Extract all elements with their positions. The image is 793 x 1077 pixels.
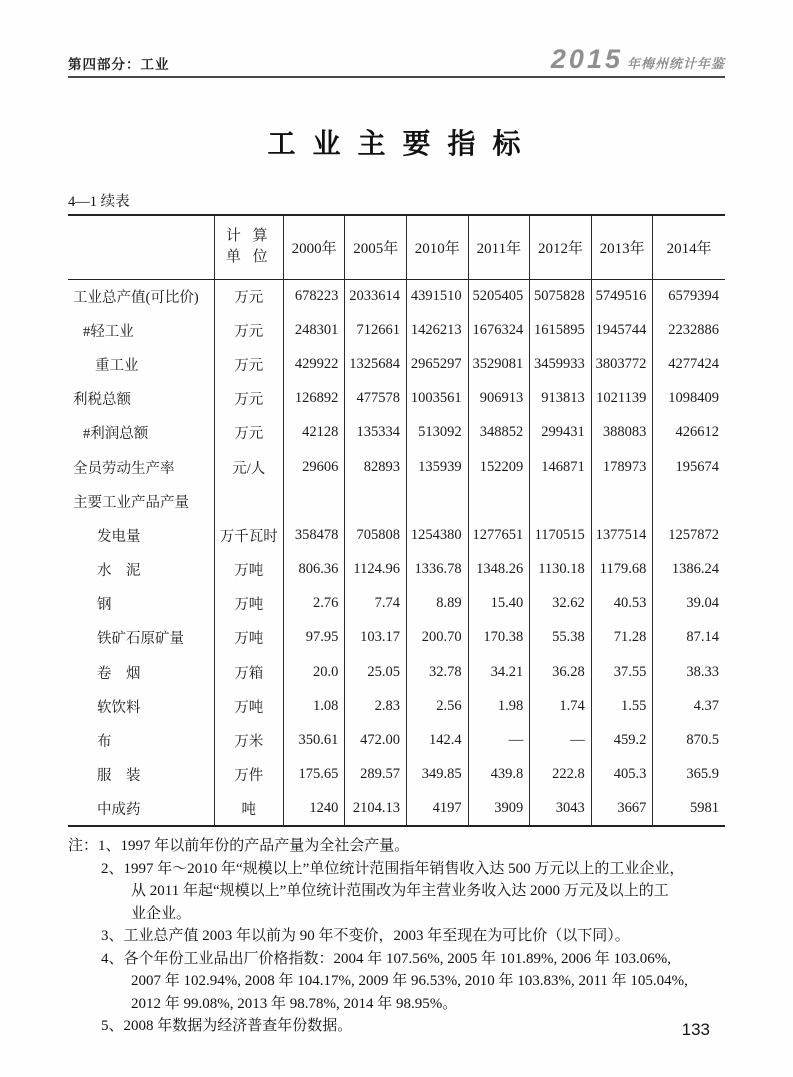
row-value: 1377514 xyxy=(591,518,653,552)
row-value: 39.04 xyxy=(653,587,725,621)
note-line: 5、2008 年数据为经济普查年份数据。 xyxy=(101,1018,353,1034)
table-row xyxy=(68,758,725,792)
unit-header-line: 计 算 xyxy=(225,228,272,245)
row-label: 铁矿石原矿量 xyxy=(97,631,184,648)
row-unit: 万箱 xyxy=(214,655,283,689)
row-value: 1021139 xyxy=(591,382,653,416)
row-value: 426612 xyxy=(653,416,725,450)
row-value: 365.9 xyxy=(653,758,725,792)
row-value: 4197 xyxy=(407,792,469,826)
row-value: 472.00 xyxy=(345,723,407,757)
row-value: 32.78 xyxy=(407,655,469,689)
row-value: 1.74 xyxy=(530,689,592,723)
row-label: 工业总产值(可比价) xyxy=(73,289,199,306)
note-line: 注：1、1997 年以前年份的产品产量为全社会产量。 xyxy=(68,838,410,854)
row-label: 主要工业产品产量 xyxy=(73,494,189,511)
row-value: 103.17 xyxy=(345,621,407,655)
row-value: 4391510 xyxy=(407,279,469,313)
table-row xyxy=(68,416,725,450)
row-unit: 万吨 xyxy=(214,587,283,621)
row-value: 248301 xyxy=(283,313,345,347)
table-row xyxy=(68,723,725,757)
row-value: 15.40 xyxy=(468,587,530,621)
row-value: 459.2 xyxy=(591,723,653,757)
row-value: 3043 xyxy=(530,792,592,826)
table-row xyxy=(68,347,725,381)
table-head-row xyxy=(68,215,725,279)
row-value: 34.21 xyxy=(468,655,530,689)
row-value: 1676324 xyxy=(468,313,530,347)
row-label: 中成药 xyxy=(97,801,141,818)
row-value: 1170515 xyxy=(530,518,592,552)
row-value: 1426213 xyxy=(407,313,469,347)
page-title: 工 业 主 要 指 标 xyxy=(267,129,526,160)
note-line: 业企业。 xyxy=(131,905,192,922)
row-unit: 万元 xyxy=(214,382,283,416)
row-value: 200.70 xyxy=(407,621,469,655)
row-value: 906913 xyxy=(468,382,530,416)
notes-block xyxy=(68,835,725,1038)
row-value: 87.14 xyxy=(653,621,725,655)
indicators-table xyxy=(68,214,725,827)
table-row xyxy=(68,587,725,621)
row-value: 142.4 xyxy=(407,723,469,757)
note-line: 4、各个年份工业品出厂价格指数：2004 年 107.56%, 2005 年 101.89%, 2006 年 103.06%, xyxy=(101,950,671,967)
page-number: 133 xyxy=(681,1020,710,1039)
row-value: 1386.24 xyxy=(653,553,725,587)
row-value: 5075828 xyxy=(530,279,592,313)
row-value: 5205405 xyxy=(468,279,530,313)
row-value: 1277651 xyxy=(468,518,530,552)
row-value xyxy=(530,484,592,518)
row-value: 40.53 xyxy=(591,587,653,621)
row-label: 利税总额 xyxy=(73,392,131,409)
row-value: 358478 xyxy=(283,518,345,552)
row-value: 913813 xyxy=(530,382,592,416)
row-value: 1179.68 xyxy=(591,553,653,587)
row-value: 3459933 xyxy=(530,347,592,381)
table-row xyxy=(68,792,725,826)
row-value: 2.76 xyxy=(283,587,345,621)
row-value: — xyxy=(530,723,592,757)
row-value: 135334 xyxy=(345,416,407,450)
row-value: 1240 xyxy=(283,792,345,826)
row-value: 42128 xyxy=(283,416,345,450)
row-value: 32.62 xyxy=(530,587,592,621)
row-unit: 万元 xyxy=(214,347,283,381)
row-value: 2232886 xyxy=(653,313,725,347)
row-unit: 万吨 xyxy=(214,621,283,655)
row-label: 卷 烟 xyxy=(97,665,141,682)
note-line: 从 2011 年起“规模以上”单位统计范围改为年主营业务收入达 2000 万元及以上的工 xyxy=(131,883,669,899)
table-row xyxy=(68,484,725,518)
year-column-header: 2014年 xyxy=(653,215,725,279)
row-value: 178973 xyxy=(591,450,653,484)
table-row xyxy=(68,655,725,689)
note-line: 2012 年 99.08%, 2013 年 98.78%, 2014 年 98.95%。 xyxy=(131,995,458,1012)
yearbook-year: 2015 xyxy=(550,44,623,74)
table-row xyxy=(68,279,725,313)
row-value: 350.61 xyxy=(283,723,345,757)
row-value xyxy=(653,484,725,518)
row-value: 170.38 xyxy=(468,621,530,655)
row-unit: 万件 xyxy=(214,758,283,792)
row-value: 175.65 xyxy=(283,758,345,792)
row-value: 1945744 xyxy=(591,313,653,347)
row-value: 71.28 xyxy=(591,621,653,655)
row-value: 2104.13 xyxy=(345,792,407,826)
row-value: 678223 xyxy=(283,279,345,313)
row-value: 222.8 xyxy=(530,758,592,792)
table-caption: 4—1 续表 xyxy=(68,194,130,210)
yearbook-logo xyxy=(551,46,725,73)
row-label: 软饮料 xyxy=(97,699,141,716)
row-label: 服 装 xyxy=(97,768,141,785)
row-value: 349.85 xyxy=(407,758,469,792)
note-line: 2、1997 年～2010 年“规模以上”单位统计范围指年销售收入达 500 万元以上的工业企业， xyxy=(101,860,685,877)
row-unit: 万元 xyxy=(214,416,283,450)
year-column-header: 2000年 xyxy=(283,215,345,279)
row-value xyxy=(591,484,653,518)
row-value: 146871 xyxy=(530,450,592,484)
row-label: 重工业 xyxy=(95,357,139,374)
row-value xyxy=(345,484,407,518)
row-value: 55.38 xyxy=(530,621,592,655)
row-label: 布 xyxy=(97,734,112,751)
year-column-header: 2012年 xyxy=(530,215,592,279)
year-column-header: 2010年 xyxy=(407,215,469,279)
row-value: 25.05 xyxy=(345,655,407,689)
row-unit: 万吨 xyxy=(214,553,283,587)
unit-column-header xyxy=(214,215,283,279)
row-value: 126892 xyxy=(283,382,345,416)
row-label: 水 泥 xyxy=(97,563,141,580)
row-label: 全员劳动生产率 xyxy=(73,460,175,477)
row-label: 发电量 xyxy=(97,528,141,545)
row-value: 1254380 xyxy=(407,518,469,552)
table-row xyxy=(68,689,725,723)
row-value: 348852 xyxy=(468,416,530,450)
row-value: 1348.26 xyxy=(468,553,530,587)
row-unit: 万吨 xyxy=(214,689,283,723)
row-value: 1124.96 xyxy=(345,553,407,587)
table-row xyxy=(68,382,725,416)
row-value: 299431 xyxy=(530,416,592,450)
year-column-header: 2005年 xyxy=(345,215,407,279)
row-value: 1325684 xyxy=(345,347,407,381)
row-value: 82893 xyxy=(345,450,407,484)
unit-header-line: 单 位 xyxy=(225,249,272,266)
row-value: 1098409 xyxy=(653,382,725,416)
row-value: 3529081 xyxy=(468,347,530,381)
row-value: 1615895 xyxy=(530,313,592,347)
table-row xyxy=(68,518,725,552)
row-value: 36.28 xyxy=(530,655,592,689)
row-value: 1.98 xyxy=(468,689,530,723)
row-value: 429922 xyxy=(283,347,345,381)
row-value: 4277424 xyxy=(653,347,725,381)
row-value: 8.89 xyxy=(407,587,469,621)
row-value: 6579394 xyxy=(653,279,725,313)
row-value: 405.3 xyxy=(591,758,653,792)
row-value xyxy=(407,484,469,518)
row-label: 钢 xyxy=(97,597,112,614)
row-value: 1336.78 xyxy=(407,553,469,587)
row-value: 4.37 xyxy=(653,689,725,723)
row-value: 3909 xyxy=(468,792,530,826)
row-value xyxy=(468,484,530,518)
row-value: 3803772 xyxy=(591,347,653,381)
table-row xyxy=(68,621,725,655)
row-value: 1257872 xyxy=(653,518,725,552)
row-value: 97.95 xyxy=(283,621,345,655)
row-value: 2.83 xyxy=(345,689,407,723)
row-unit xyxy=(214,484,283,518)
table-row xyxy=(68,313,725,347)
row-label: #利润总额 xyxy=(83,426,149,443)
row-value: 3667 xyxy=(591,792,653,826)
corner-cell xyxy=(68,215,214,279)
row-value: 1003561 xyxy=(407,382,469,416)
row-value: 388083 xyxy=(591,416,653,450)
row-value: 2033614 xyxy=(345,279,407,313)
row-value: 2.56 xyxy=(407,689,469,723)
row-value: 135939 xyxy=(407,450,469,484)
table-row xyxy=(68,450,725,484)
row-value: 5981 xyxy=(653,792,725,826)
running-head xyxy=(68,0,725,78)
row-value: 705808 xyxy=(345,518,407,552)
row-value xyxy=(283,484,345,518)
row-unit: 万米 xyxy=(214,723,283,757)
row-value: 439.8 xyxy=(468,758,530,792)
row-value: 1.08 xyxy=(283,689,345,723)
row-unit: 吨 xyxy=(214,792,283,826)
row-unit: 万千瓦时 xyxy=(214,518,283,552)
row-value: 20.0 xyxy=(283,655,345,689)
note-line: 2007 年 102.94%, 2008 年 104.17%, 2009 年 96.53%, 2010 年 103.83%, 2011 年 105.04%, xyxy=(131,973,688,989)
section-title: 第四部分：工业 xyxy=(68,57,170,72)
row-value: — xyxy=(468,723,530,757)
row-value: 152209 xyxy=(468,450,530,484)
row-value: 2965297 xyxy=(407,347,469,381)
yearbook-name: 年梅州统计年鉴 xyxy=(626,56,725,71)
row-value: 870.5 xyxy=(653,723,725,757)
row-value: 477578 xyxy=(345,382,407,416)
row-value: 1.55 xyxy=(591,689,653,723)
row-unit: 万元 xyxy=(214,279,283,313)
row-value: 195674 xyxy=(653,450,725,484)
row-value: 712661 xyxy=(345,313,407,347)
row-value: 513092 xyxy=(407,416,469,450)
year-column-header: 2013年 xyxy=(591,215,653,279)
year-column-header: 2011年 xyxy=(468,215,530,279)
row-unit: 元/人 xyxy=(214,450,283,484)
row-value: 38.33 xyxy=(653,655,725,689)
row-value: 29606 xyxy=(283,450,345,484)
row-unit: 万元 xyxy=(214,313,283,347)
row-value: 806.36 xyxy=(283,553,345,587)
note-line: 3、工业总产值 2003 年以前为 90 年不变价，2003 年至现在为可比价（以下同）。 xyxy=(101,928,630,944)
row-value: 1130.18 xyxy=(530,553,592,587)
row-label: #轻工业 xyxy=(83,323,134,340)
row-value: 5749516 xyxy=(591,279,653,313)
table-row xyxy=(68,553,725,587)
row-value: 7.74 xyxy=(345,587,407,621)
row-value: 37.55 xyxy=(591,655,653,689)
row-value: 289.57 xyxy=(345,758,407,792)
